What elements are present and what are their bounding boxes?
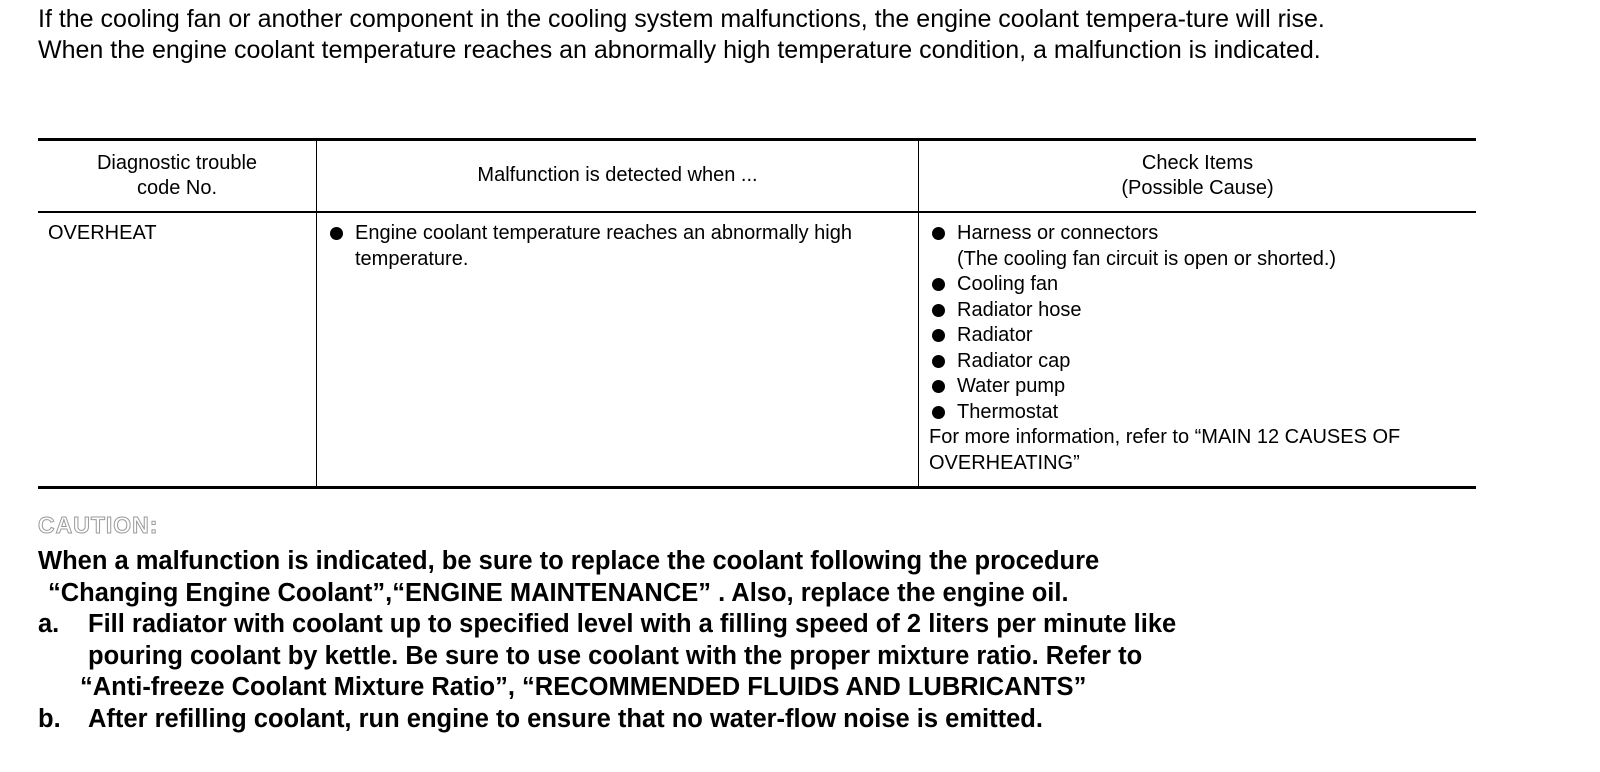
step-label: a. — [38, 610, 60, 638]
caution-heading: CAUTION: — [38, 512, 159, 538]
caution-step-b — [38, 704, 1478, 736]
check-item-radiator-hose: Radiator hose — [929, 298, 1468, 324]
intro-text — [38, 4, 1468, 66]
more-info-note: For more information, refer to “MAIN 12 CAUSES OF OVERHEATING” — [929, 426, 1401, 474]
caution-line-1: When a malfunction is indicated, be sure to replace the coolant following the procedure — [38, 547, 1100, 575]
intro-paragraph-2: When the engine coolant temperature reaches an abnormally high temperature condition, a malfunction is indicated. — [38, 36, 1321, 64]
check-item-radiator: Radiator — [929, 323, 1468, 349]
cell-dtc-code: OVERHEAT — [38, 212, 317, 488]
step-a-line-2: pouring coolant by kettle. Be sure to use coolant with the proper mixture ratio. Refer to — [88, 641, 1143, 670]
intro-paragraph-1: If the cooling fan or another component in the cooling system malfunctions, the engine coolant tempera-ture will rise. — [38, 5, 1325, 33]
caution-step-a — [38, 609, 1478, 704]
cell-check-items — [919, 212, 1477, 488]
caution-body — [38, 546, 1478, 735]
header-dtc-line1: Diagnostic trouble — [96, 151, 258, 174]
dtc-table — [38, 138, 1476, 489]
check-item-thermostat: Thermostat — [929, 400, 1468, 426]
check-item-radiator-cap: Radiator cap — [929, 349, 1468, 375]
check-items-list — [929, 221, 1468, 425]
check-item-cooling-fan: Cooling fan — [929, 272, 1468, 298]
cell-detected-when — [317, 212, 919, 488]
harness-note: (The cooling fan circuit is open or shorted.) — [957, 247, 1337, 270]
step-label: b. — [38, 704, 61, 733]
header-dtc-number — [38, 140, 317, 213]
header-dtc-line2: code No. — [136, 177, 218, 199]
detected-list — [327, 221, 910, 272]
caution-steps — [38, 609, 1478, 735]
step-b-line-1: After refilling coolant, run engine to ensure that no water-flow noise is emitted. — [88, 704, 1043, 733]
caution-line-2: “Changing Engine Coolant”,“ENGINE MAINTENANCE” . Also, replace the engine oil. — [48, 578, 1069, 607]
header-detected-when: Malfunction is detected when ... — [317, 140, 919, 213]
check-item-harness — [929, 221, 1468, 272]
step-a-line-3: “Anti-freeze Coolant Mixture Ratio”, “RECOMMENDED FLUIDS AND LUBRICANTS” — [80, 673, 1087, 701]
table-header-row — [38, 140, 1476, 213]
check-item-water-pump: Water pump — [929, 374, 1468, 400]
detected-item: Engine coolant temperature reaches an abnormally high temperature. — [327, 221, 910, 272]
step-a-line-1: Fill radiator with coolant up to specified level with a filling speed of 2 liters per minute like — [88, 610, 1177, 638]
header-check-items — [919, 140, 1477, 213]
header-check-line2: (Possible Cause) — [1121, 177, 1274, 199]
check-item-label: Harness or connectors — [957, 222, 1159, 244]
header-check-line1: Check Items — [1141, 151, 1254, 174]
table-row — [38, 212, 1476, 488]
